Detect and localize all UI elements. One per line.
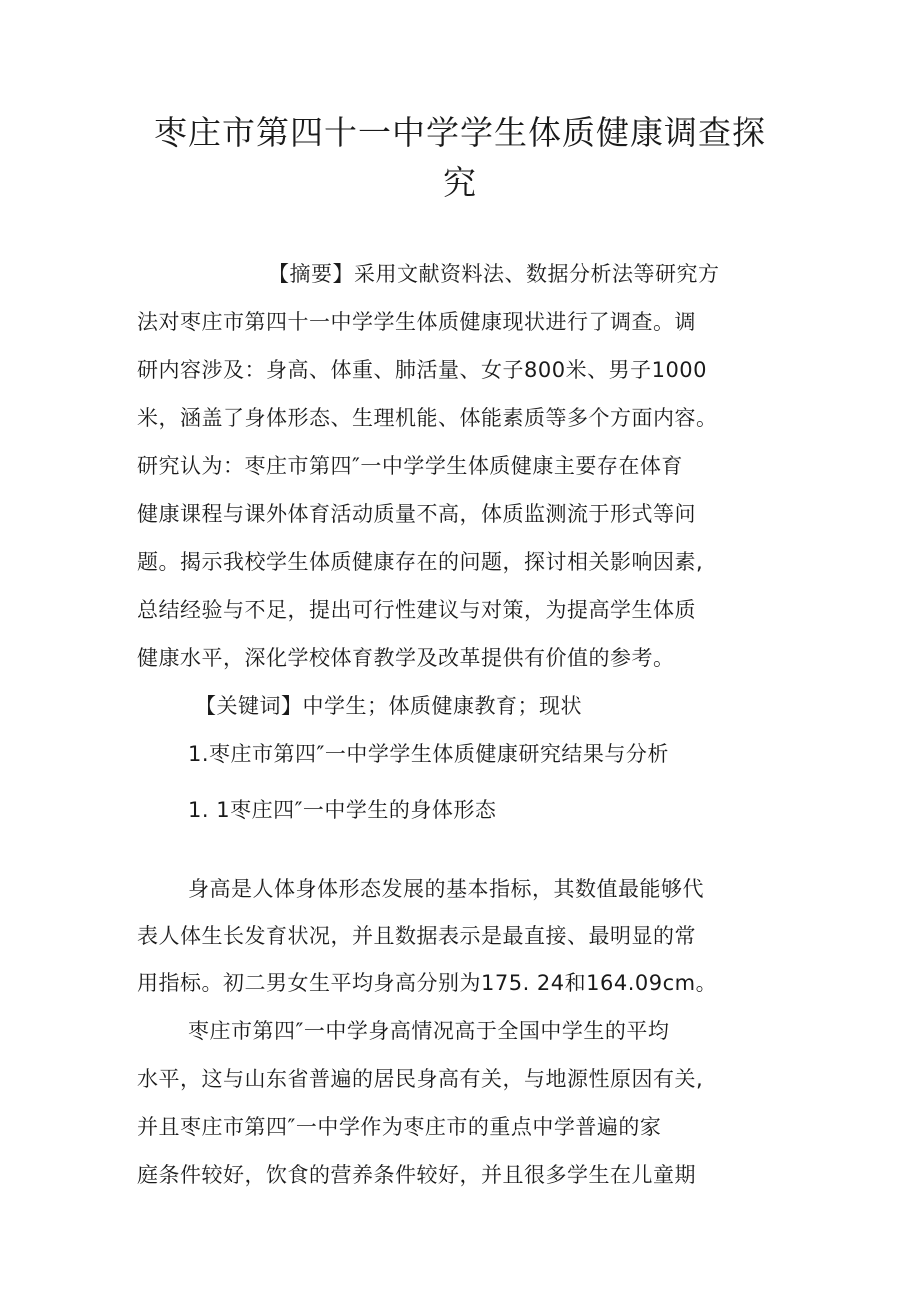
subsection-heading: 1. 1枣庄四″一中学生的身体形态 (188, 798, 497, 822)
abstract-line: 总结经验与不足，提出可行性建议与对策，为提高学生体质 (137, 598, 696, 622)
body-line: 庭条件较好，饮食的营养条件较好，并且很多学生在儿童期 (137, 1163, 696, 1187)
abstract-line: 【摘要】采用文献资料法、数据分析法等研究方 (268, 262, 720, 286)
abstract-line: 米，涵盖了身体形态、生理机能、体能素质等多个方面内容。 (137, 406, 718, 430)
body-line: 用指标。初二男女生平均身高分别为175. 24和164.09cm。 (137, 971, 718, 995)
body-line: 身高是人体身体形态发展的基本指标，其数值最能够代 (188, 877, 704, 901)
abstract-line: 研究认为：枣庄市第四″一中学学生体质健康主要存在体育 (137, 454, 683, 478)
keywords-line: 【关键词】中学生；体质健康教育；现状 (195, 694, 582, 718)
abstract-line: 健康课程与课外体育活动质量不高，体质监测流于形式等问 (137, 502, 696, 526)
body-line: 水平，这与山东省普遍的居民身高有关，与地源性原因有关, (137, 1067, 704, 1091)
document-title-line-2: 究 (443, 163, 477, 202)
abstract-line: 法对枣庄市第四十一中学学生体质健康现状进行了调查。调 (137, 310, 696, 334)
body-line: 枣庄市第四″一中学身高情况高于全国中学生的平均 (188, 1019, 670, 1043)
abstract-line: 题。揭示我校学生体质健康存在的问题，探讨相关影响因素, (137, 550, 704, 574)
abstract-line: 健康水平，深化学校体育教学及改革提供有价值的参考。 (137, 646, 675, 670)
section-heading: 1.枣庄市第四″一中学学生体质健康研究结果与分析 (188, 742, 669, 766)
abstract-line: 研内容涉及：身高、体重、肺活量、女子800米、男子1000 (137, 358, 708, 382)
document-title-line-1: 枣庄市第四十一中学学生体质健康调查探 (154, 113, 766, 152)
body-line: 表人体生长发育状况，并且数据表示是最直接、最明显的常 (137, 924, 696, 948)
body-line: 并且枣庄市第四″一中学作为枣庄市的重点中学普遍的家 (137, 1115, 662, 1139)
